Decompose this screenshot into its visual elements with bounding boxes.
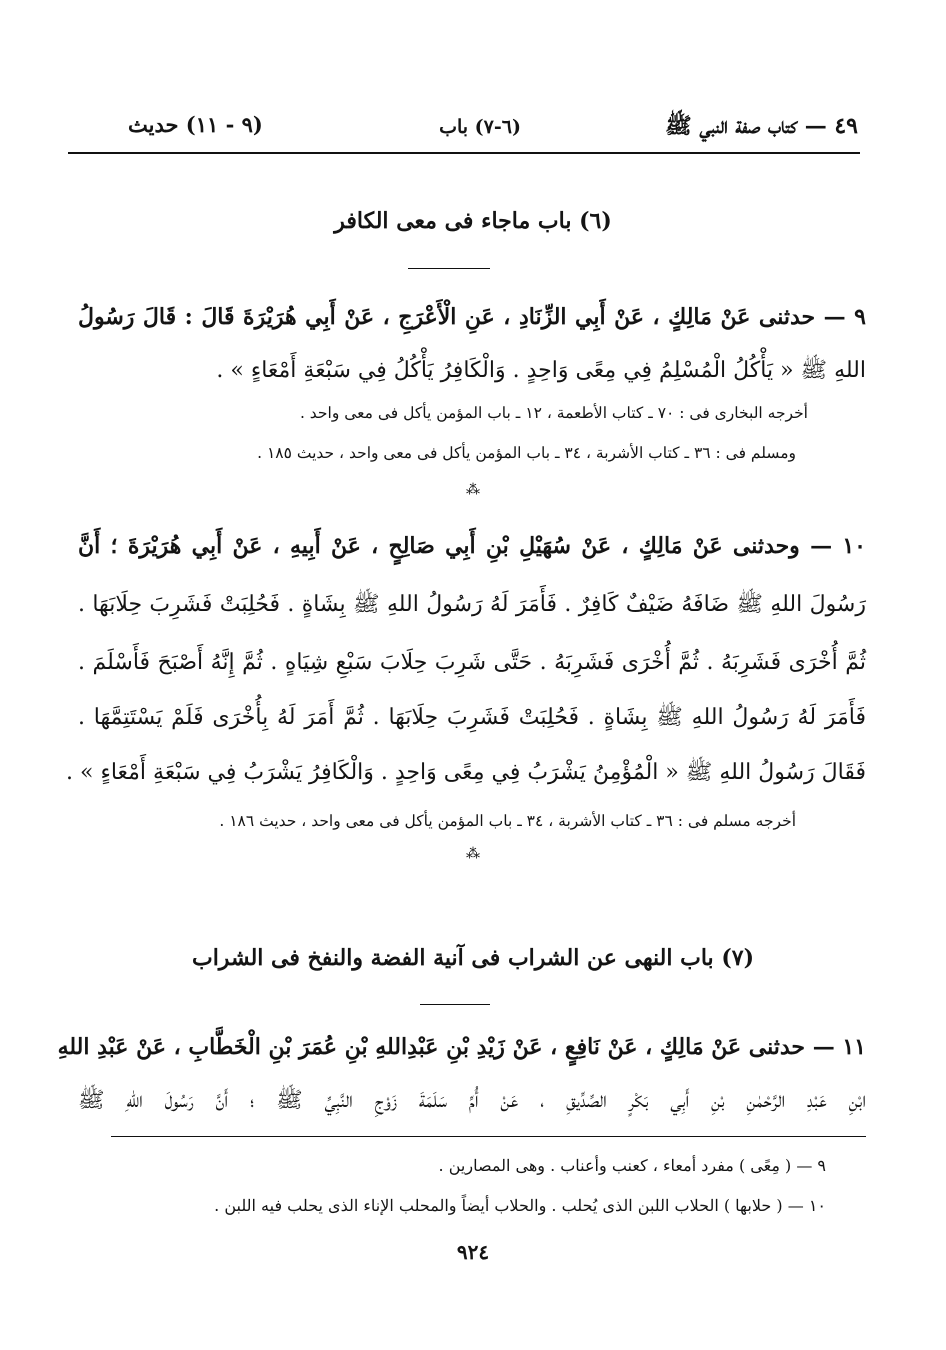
separator-stars-2: ⁂ (466, 846, 480, 862)
hadith-10-line-5: فَقَالَ رَسُولُ اللهِ ﷺ « الْمُؤْمِنُ يَشْرَبُ فِي مِعًى وَاحِدٍ . وَالْكَافِرُ يَشْرَبُ فِي سَبْعَةِ أَمْعَاءٍ » . (66, 760, 866, 785)
separator-stars-1: ⁂ (466, 482, 480, 498)
hadith-11-line-1: ١١ — حدثنى عَنْ مَالِكٍ ، عَنْ نَافِعٍ ، عَنْ زَيْدِ بْنِ عَبْدِاللهِ بْنِ عُمَرَ بْنِ الْخَطَّابِ ، عَنْ عَبْدِ اللهِ (57, 1034, 866, 1060)
chapter-7-title: (٧) باب النهى عن الشراب فى آنية الفضة والنفخ فى الشراب (191, 945, 754, 971)
chapter-7-rule (420, 1004, 490, 1005)
hadith-10-ref-1: أخرجه مسلم فى : ٣٦ ـ كتاب الأشربة ، ٣٤ ـ باب المؤمن يأكل فى معى واحد ، حديث ١٨٦ . (219, 812, 796, 830)
footnote-divider (111, 1136, 866, 1137)
hadith-9-ref-2: ومسلم فى : ٣٦ ـ كتاب الأشربة ، ٣٤ ـ باب المؤمن يأكل فى معى واحد ، حديث ١٨٥ . (257, 444, 796, 462)
footnote-9: ٩ — ( مِعًى ) مفرد أمعاء ، كعنب وأعناب . وهى المصارين . (438, 1156, 826, 1175)
hadith-10-line-1: ١٠ — وحدثنى عَنْ مَالِكٍ ، عَنْ سُهَيْلِ بْنِ أَبِي صَالِحٍ ، عَنْ أَبِيهِ ، عَنْ أَبِي هُرَيْرَةَ ؛ أَنَّ (78, 533, 866, 559)
hadith-10-line-2: رَسُولَ اللهِ ﷺ ضَافَهُ ضَيْفٌ كَافِرٌ . فَأَمَرَ لَهُ رَسُولُ اللهِ ﷺ بِشَاةٍ . فَحُلِبَتْ فَشَرِبَ حِلَابَهَا . (78, 592, 866, 617)
hadith-11-line-2: ابْنِ عَبْدِ الرَّحْمٰنِ بْنِ أَبِي بَكْرٍ الصِّدِّيقِ ، عَنْ أُمِّ سَلَمَةَ زَوْجِ النَّبِيِّ ﷺ ؛ أَنَّ رَسُولَ اللهِ ﷺ (78, 1088, 866, 1113)
hadith-10-line-4: فَأَمَرَ لَهُ رَسُولُ اللهِ ﷺ بِشَاةٍ . فَحُلِبَتْ فَشَرِبَ حِلَابَهَا . ثُمَّ أَمَرَ لَهُ بِأُخْرَى فَلَمْ يَسْتَتِمَّهَا . (78, 705, 866, 730)
hadith-9-line-2: اللهِ ﷺ « يَأْكُلُ الْمُسْلِمُ فِي مِعًى وَاحِدٍ . وَالْكَافِرُ يَأْكُلُ فِي سَبْعَةِ أَمْعَاءٍ » . (216, 358, 866, 383)
chapter-6-rule (408, 268, 490, 269)
page-number: ٩٢٤ (456, 1240, 490, 1264)
hadith-9-ref-1: أخرجه البخارى فى : ٧٠ ـ كتاب الأطعمة ، ١٢ ـ باب المؤمن يأكل فى معى واحد . (299, 404, 808, 422)
hadith-10-line-3: ثُمَّ أُخْرَى فَشَرِبَهُ . ثُمَّ أُخْرَى فَشَرِبَهُ . حَتَّى شَرِبَ حِلَابَ سَبْعِ شِيَاهٍ . ثُمَّ إِنَّهُ أَصْبَحَ فَأَسْلَمَ . (78, 650, 866, 675)
footnote-10: ١٠ — ( حلابها ) الحلاب اللبن الذى يُحلب . والحلاب أيضاً والمحلب الإناء الذى يحلب فيه اللبن . (214, 1196, 826, 1215)
hadith-9-line-1: ٩ — حدثنى عَنْ مَالِكٍ ، عَنْ أَبِي الزِّنَادِ ، عَنِ الْأَعْرَجِ ، عَنْ أَبِي هُرَيْرَةَ قَالَ : قَالَ رَسُولُ (78, 304, 866, 330)
header-hadith-range: (٩ - ١١) حديث (128, 112, 263, 137)
header-chapter-range: (٦-٧) باب (439, 116, 521, 138)
chapter-6-title: (٦) باب ماجاء فى معى الكافر (334, 208, 612, 234)
header-divider (68, 152, 860, 154)
header-book-title: ٤٩ — كتاب صفة النبي ﷺ (665, 113, 858, 139)
